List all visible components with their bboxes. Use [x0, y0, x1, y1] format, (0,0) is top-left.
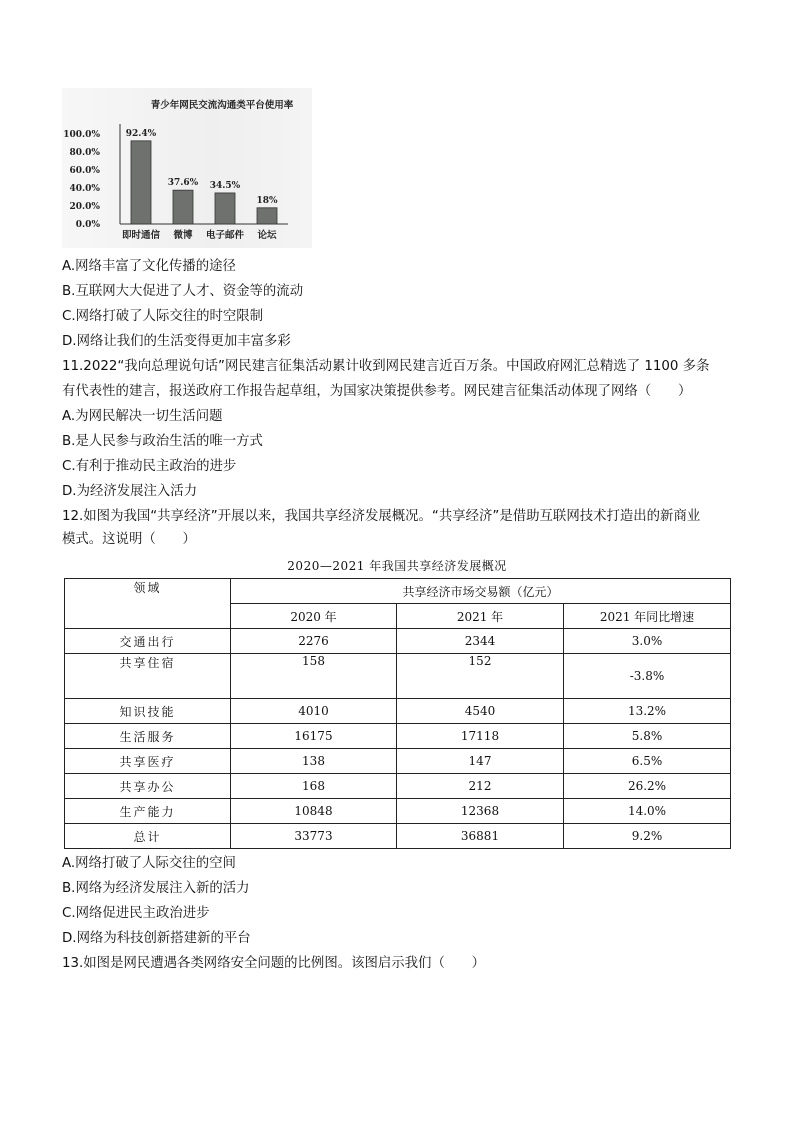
table-row [65, 629, 731, 654]
y-tick-label: 60.0% [69, 166, 100, 176]
row-2021: 12368 [397, 799, 564, 824]
y-tick-label: 20.0% [69, 202, 100, 212]
q12-stem-line2: 模式。这说明（ ） [62, 532, 196, 547]
y-tick-label: 80.0% [69, 148, 100, 158]
row-field: 共享办公 [65, 774, 231, 799]
row-2021: 212 [397, 774, 564, 799]
shared-economy-table [64, 578, 731, 849]
header-2021: 2021 年 [397, 604, 564, 629]
q11-option-b: B.是人民参与政治生活的唯一方式 [62, 434, 263, 449]
row-field: 生活服务 [65, 724, 231, 749]
x-tick-label: 论坛 [257, 230, 277, 241]
q10-option-d: D.网络让我们的生活变得更加丰富多彩 [62, 334, 291, 349]
row-growth: 6.5% [564, 749, 731, 774]
q10-option-c: C.网络打破了人际交往的时空限制 [62, 309, 264, 324]
table-row [65, 699, 731, 724]
row-2020: 10848 [231, 799, 397, 824]
data-label: 37.6% [167, 178, 199, 189]
table-row [65, 749, 731, 774]
row-2021: 4540 [397, 699, 564, 724]
x-tick-label: 微博 [173, 230, 193, 241]
row-field: 交通出行 [65, 629, 231, 654]
row-2020: 168 [231, 774, 397, 799]
y-tick-label: 0.0% [75, 220, 100, 230]
row-growth: 14.0% [564, 799, 731, 824]
table-title: 2020—2021 年我国共享经济发展概况 [287, 559, 507, 573]
row-2021: 36881 [397, 824, 564, 849]
header-group: 共享经济市场交易额（亿元） [231, 579, 731, 604]
row-field: 共享住宿 [65, 654, 231, 699]
row-field: 总计 [65, 824, 231, 849]
q11-option-d: D.为经济发展注入活力 [62, 484, 198, 499]
bar-1 [131, 141, 151, 224]
table-row-total [65, 824, 731, 849]
q11-option-c: C.有利于推动民主政治的进步 [62, 459, 237, 474]
row-2020: 16175 [231, 724, 397, 749]
data-label: 18% [256, 195, 278, 206]
q11-stem-line1: 11.2022“我向总理说句话”网民建言征集活动累计收到网民建言近百万条。中国政府网汇总精选了 1100 多条 [62, 359, 710, 374]
q11-stem-line2: 有代表性的建言，报送政府工作报告起草组，为国家决策提供参考。网民建言征集活动体现了网络（ ） [62, 384, 692, 399]
table-row [65, 724, 731, 749]
row-2020: 4010 [231, 699, 397, 724]
q12-option-a: A.网络打破了人际交往的空间 [62, 856, 236, 871]
bar-2 [173, 190, 193, 224]
row-2020: 33773 [231, 824, 397, 849]
q12-stem-line1: 12.如图为我国“共享经济”开展以来，我国共享经济发展概况。“共享经济”是借助互联网技术打造出的新商业 [62, 509, 701, 524]
q12-option-c: C.网络促进民主政治进步 [62, 906, 210, 921]
q12-option-d: D.网络为科技创新搭建新的平台 [62, 931, 251, 946]
row-growth: 5.8% [564, 724, 731, 749]
x-tick-label: 电子邮件 [205, 230, 245, 241]
row-field: 共享医疗 [65, 749, 231, 774]
row-2020: 158 [231, 654, 397, 699]
row-growth: -3.8% [564, 654, 731, 699]
q10-option-b: B.互联网大大促进了人才、资金等的流动 [62, 284, 304, 299]
bleed-through-noise [272, 92, 332, 212]
q12-option-b: B.网络为经济发展注入新的活力 [62, 881, 250, 896]
row-field: 生产能力 [65, 799, 231, 824]
chart-title: 青少年网民交流沟通类平台使用率 [150, 100, 294, 111]
row-field: 知识技能 [65, 699, 231, 724]
q11-option-a: A.为网民解决一切生活问题 [62, 409, 223, 424]
row-2021: 17118 [397, 724, 564, 749]
q13-stem: 13.如图是网民遭遇各类网络安全问题的比例图。该图启示我们（ ） [62, 956, 486, 971]
row-2020: 2276 [231, 629, 397, 654]
header-growth: 2021 年同比增速 [564, 604, 731, 629]
row-2021: 2344 [397, 629, 564, 654]
row-2020: 138 [231, 749, 397, 774]
bar-3 [215, 193, 235, 224]
row-growth: 26.2% [564, 774, 731, 799]
row-growth: 13.2% [564, 699, 731, 724]
row-growth: 9.2% [564, 824, 731, 849]
header-field: 领域 [65, 579, 231, 629]
row-2021: 152 [397, 654, 564, 699]
row-2021: 147 [397, 749, 564, 774]
table-row [65, 654, 731, 699]
data-label: 34.5% [209, 180, 241, 191]
table-row [65, 799, 731, 824]
row-growth: 3.0% [564, 629, 731, 654]
data-label: 92.4% [125, 128, 157, 139]
y-tick-label: 100.0% [63, 130, 100, 140]
q10-option-a: A.网络丰富了文化传播的途径 [62, 259, 236, 274]
x-tick-label: 即时通信 [121, 230, 161, 241]
table-row [65, 774, 731, 799]
header-2020: 2020 年 [231, 604, 397, 629]
y-tick-label: 40.0% [69, 184, 100, 194]
